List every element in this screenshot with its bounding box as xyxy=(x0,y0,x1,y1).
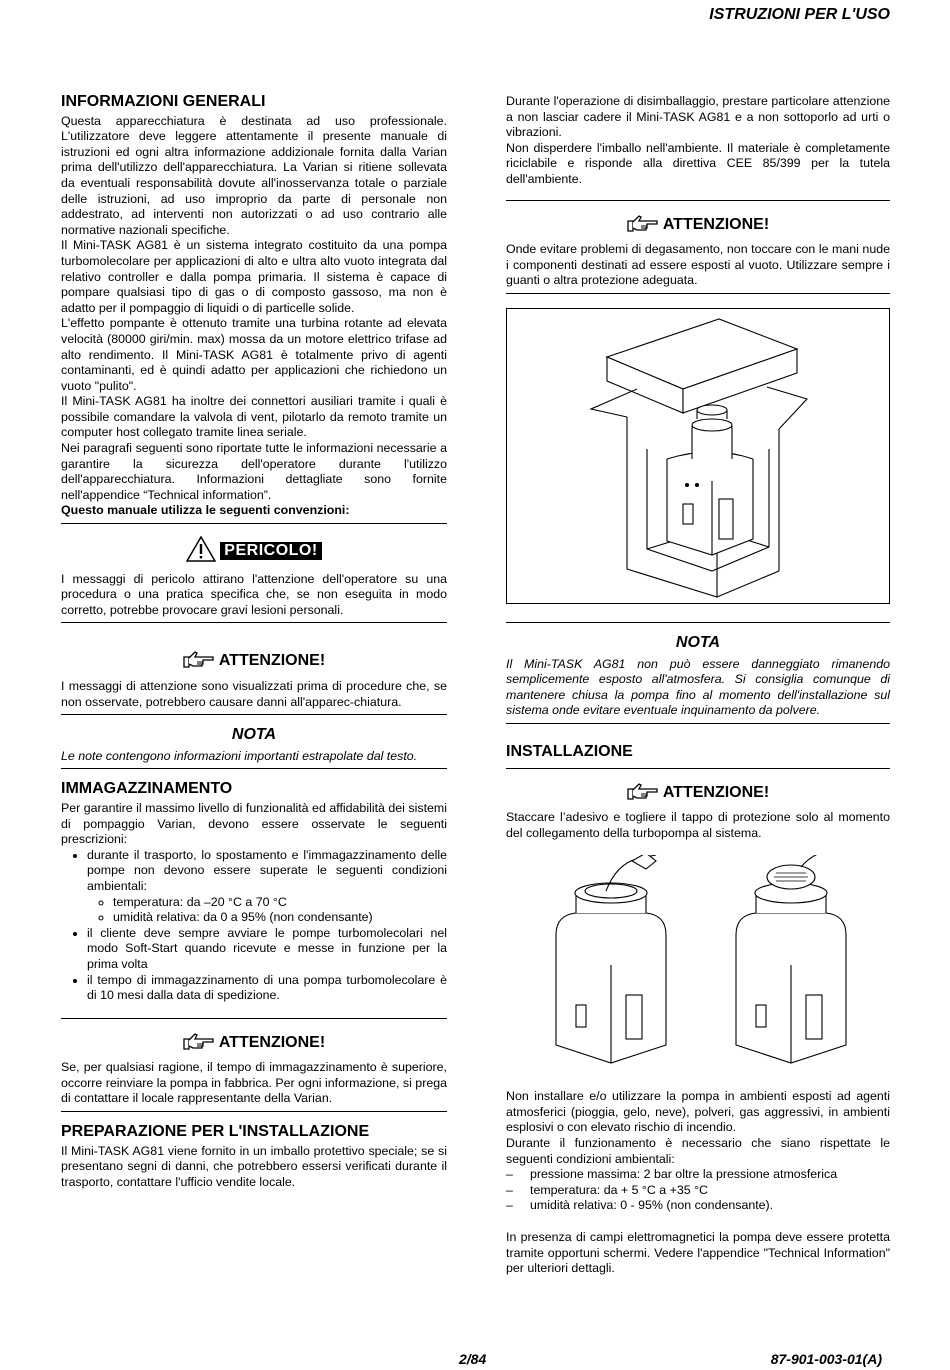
nota-head-2: NOTA xyxy=(675,633,721,651)
section-prep xyxy=(61,1124,447,1190)
storage-intro: Per garantire il massimo livello di funzionalità ed affidabilità dei sistemi di pompaggio Varian, devono essere osservate le seguenti prescrizioni: xyxy=(61,800,447,847)
list-item: ◦ temperatura: da –20 °C a 70 °C xyxy=(113,895,447,911)
list-item: • durante il trasporto, lo spostamento e l'immagazzinamento delle pompe non devono essere superate le seguenti condizioni ambientali: ◦ temperatura: da –20 °C a 70 °C ◦ umidità relativa: da 0 a 95% (non condensante) xyxy=(87,848,447,926)
attenzione-label-1: ATTENZIONE! xyxy=(218,652,326,670)
attenzione-head-3 xyxy=(506,213,890,237)
pointing-hand-icon xyxy=(627,213,659,237)
cap-removal-illustration xyxy=(506,855,890,1071)
list-item: • il cliente deve sempre avviare le pompe turbomolecolari nel modo Soft-Start quando ricevute e messe in funzione per la prima volta xyxy=(87,926,447,973)
general-p5: Nei paragrafi seguenti sono riportate tutte le informazioni necessarie a garantire la sicurezza dell'operatore durante l'utilizzo dell'apparecchiatura. Informazioni dettagliate sono fornite nell'appendice “Technical information”. xyxy=(61,441,447,502)
divider xyxy=(61,622,447,623)
heading-prep: PREPARAZIONE PER L'INSTALLAZIONE xyxy=(61,1123,370,1141)
general-p6: Questo manuale utilizza le seguenti convenzioni: xyxy=(61,503,350,518)
section-storage xyxy=(61,781,447,1003)
general-p3: L'effetto pompante è ottenuto tramite una turbina rotante ad elevata velocità (80000 giri/min. max) mossa da un motore elettrico trifase ad alto rendimento. Il Mini-TASK AG81 è totalmente privo di agenti contaminanti, ed è quindi adatto per applicazioni che richiedono un vuoto "pulito". xyxy=(61,316,447,393)
divider xyxy=(506,293,890,294)
pointing-hand-icon xyxy=(183,649,215,673)
nota-box-2 xyxy=(506,623,890,723)
attenzione-box-2 xyxy=(61,1019,447,1111)
attenzione-text-1: I messaggi di attenzione sono visualizzati prima di procedure che, se non osservate, potrebbero causare danni all'apparec-chiatura. xyxy=(61,679,447,709)
right-column xyxy=(506,94,890,1277)
nota-box-1 xyxy=(61,715,447,768)
attenzione-label-2: ATTENZIONE! xyxy=(218,1033,326,1051)
page-number: 2/84 xyxy=(459,1351,487,1367)
pericolo-box xyxy=(61,524,447,622)
pericolo-label: PERICOLO! xyxy=(220,542,321,560)
divider xyxy=(506,723,890,724)
attenzione-box-3 xyxy=(506,201,890,293)
env-p2: Durante il funzionamento è necessario che siano rispettate le seguenti condizioni ambientali: xyxy=(506,1136,890,1166)
storage-sublist xyxy=(87,895,447,926)
nota-text-1: Le note contengono informazioni importanti estrapolate dal testo. xyxy=(61,748,418,763)
attenzione-head-2 xyxy=(61,1031,447,1055)
pericolo-text: I messaggi di pericolo attirano l'attenzione dell'operatore su una procedura o una pratica specifica che, se non eseguita in modo corretto, potrebbe provocare gravi lesioni personali. xyxy=(61,571,447,617)
conditions-list xyxy=(506,1167,890,1214)
general-p1: Questa apparecchiatura è destinata ad uso professionale. L'utilizzatore deve leggere attentamente il presente manuale di istruzioni ed ogni altra informazione addizionale fornita dalla Varian prima dell'utilizzo dell'apparecchiatura. La Varian si ritiene sollevata da eventuali responsabilità dovute all'inosservanza totale o parziale delle istruzioni, ad uso improprio da parte di personale non addestrato, ad interventi non autorizzati o ad uso contrario alle normative nazionali specifiche. xyxy=(61,113,447,237)
list-item: • il tempo di immagazzinamento di una pompa turbomolecolare è di 10 mesi dalla data di spedizione. xyxy=(87,973,447,1004)
packaging-illustration xyxy=(506,308,890,604)
nota-text-2: Il Mini-TASK AG81 non può essere danneggiato rimanendo semplicemente esposto all'atmosfera. Si consiglia comunque di mantenere chiusa la pompa fino al momento dell'installazione sul sistema onde evitare eventuale inquinamento da polvere. xyxy=(506,656,890,718)
unpack-p2: Non disperdere l'imballo nell'ambiente. Il materiale è completamente riciclabile e risponde alla direttiva CEE 85/399 per la tutela dell'ambiente. xyxy=(506,140,890,186)
attenzione-head-1 xyxy=(61,649,447,673)
pointing-hand-icon xyxy=(183,1031,215,1055)
left-column xyxy=(61,94,447,1204)
attenzione-box-4 xyxy=(506,769,890,846)
general-p4: Il Mini-TASK AG81 ha inoltre dei connettori ausiliari tramite i quali è possibile comandare la valvola di vent, pilotarlo da remoto tramite un computer host collegato tramite linea seriale. xyxy=(61,394,447,440)
header-title: ISTRUZIONI PER L'USO xyxy=(709,6,890,23)
pericolo-head xyxy=(61,536,447,566)
divider xyxy=(61,768,447,769)
section-general xyxy=(61,94,447,519)
divider xyxy=(61,1111,447,1112)
attenzione-head-4 xyxy=(506,781,890,805)
document-code: 87-901-003-01(A) xyxy=(770,1351,882,1367)
heading-storage: IMMAGAZZINAMENTO xyxy=(61,780,233,798)
storage-list xyxy=(61,848,447,1004)
heading-general: INFORMAZIONI GENERALI xyxy=(61,93,266,110)
pointing-hand-icon xyxy=(627,781,659,805)
list-item: – pressione massima: 2 bar oltre la pressione atmosferica xyxy=(530,1167,890,1183)
heading-install: INSTALLAZIONE xyxy=(506,742,633,760)
list-item: – umidità relativa: 0 - 95% (non condensante). xyxy=(530,1198,890,1214)
prep-text: Il Mini-TASK AG81 viene fornito in un imballo protettivo speciale; se si presentano segni di danni, che potrebbero essersi verificati durante il trasporto, contattare l'ufficio vendite locale. xyxy=(61,1143,447,1189)
list-item: ◦ umidità relativa: da 0 a 95% (non condensante) xyxy=(113,910,447,926)
attenzione-text-4: Staccare l’adesivo e togliere il tappo di protezione solo al momento del collegamento della turbopompa al sistema. xyxy=(506,810,890,840)
attenzione-box-1 xyxy=(61,637,447,714)
em-text: In presenza di campi elettromagnetici la pompa deve essere protetta tramite opportuni schermi. Vedere l'appendice "Technical Information" per ulteriori dettagli. xyxy=(506,1230,890,1276)
list-item: – temperatura: da + 5 °C a +35 °C xyxy=(530,1183,890,1199)
attenzione-text-3: Onde evitare problemi di degasamento, non toccare con le mani nude i componenti destinati ad essere esposti al vuoto. Utilizzare sempre i guanti o altra protezione adeguata. xyxy=(506,242,890,288)
warning-triangle-icon xyxy=(186,536,216,566)
attenzione-text-2: Se, per qualsiasi ragione, il tempo di immagazzinamento è superiore, occorre reinviare la pompa in fabbrica. Per ogni informazione, si prega di contattare il locale rappresentante della Varian. xyxy=(61,1060,447,1106)
attenzione-label-4: ATTENZIONE! xyxy=(662,783,770,801)
unpack-p1: Durante l'operazione di disimballaggio, prestare particolare attenzione a non lasciar cadere il Mini-TASK AG81 e a non sottoporlo ad urti o vibrazioni. xyxy=(506,94,890,140)
attenzione-label-3: ATTENZIONE! xyxy=(662,215,770,233)
nota-head-1: NOTA xyxy=(231,726,277,744)
general-p2: Il Mini-TASK AG81 è un sistema integrato costituito da una pompa turbomolecolare per applicazioni di alto e ultra alto vuoto integrata dal relativo controller e dalla pompa primaria. Il sistema è capace di pompare qualsiasi tipo di gas o di composto gassoso, ma non è adatto per il pompaggio di liquidi o di particelle solide. xyxy=(61,238,447,315)
env-p1: Non installare e/o utilizzare la pompa in ambienti esposti ad agenti atmosferici (pioggia, gelo, neve), polveri, gas aggressivi, in ambienti esplosivi o con elevato rischio di incendio. xyxy=(506,1089,890,1135)
